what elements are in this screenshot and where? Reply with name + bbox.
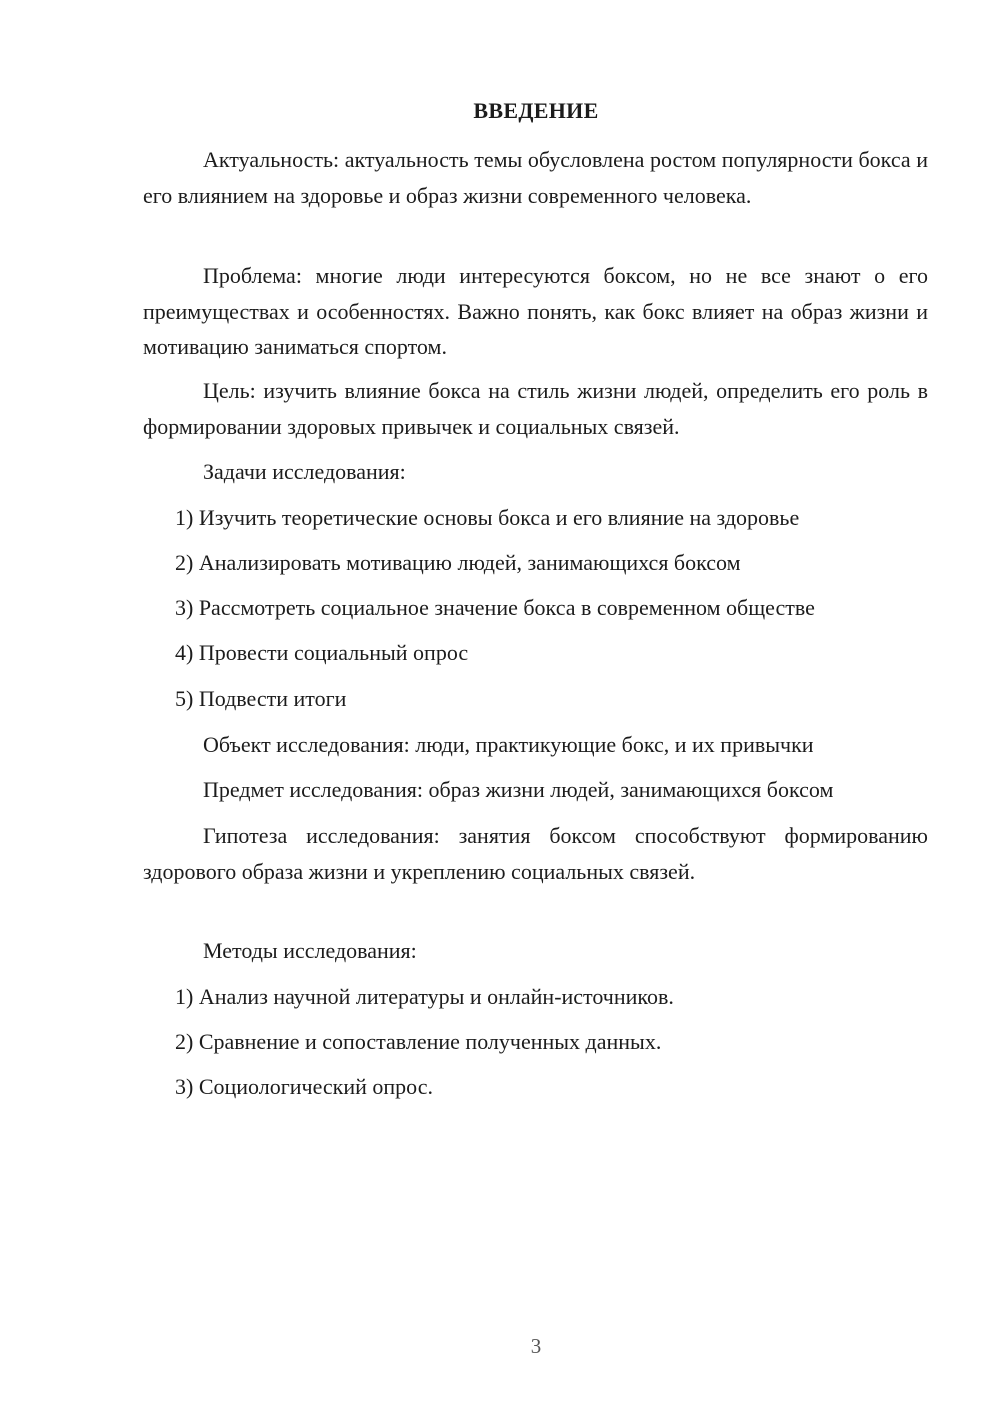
- problem-paragraph: Проблема: многие люди интересуются боксом, но не все знают о его преимуществах и особенностях. Важно понять, как бокс влияет на образ жизни и мотивацию заниматься спортом.: [143, 263, 928, 359]
- relevance-paragraph: Актуальность: актуальность темы обусловлена ростом популярности бокса и его влиянием на здоровье и образ жизни современного человека.: [143, 147, 928, 208]
- method-item: 2) Сравнение и сопоставление полученных данных.: [175, 1029, 662, 1054]
- task-item: 3) Рассмотреть социальное значение бокса в современном обществе: [175, 595, 815, 620]
- subject-line: Предмет исследования: образ жизни людей, занимающихся боксом: [203, 777, 834, 802]
- task-item: 2) Анализировать мотивацию людей, занимающихся боксом: [175, 550, 741, 575]
- method-item: 3) Социологический опрос.: [175, 1074, 433, 1099]
- goal-paragraph: Цель: изучить влияние бокса на стиль жизни людей, определить его роль в формировании здоровых привычек и социальных связей.: [143, 378, 928, 439]
- section-heading: ВВЕДЕНИЕ: [473, 98, 599, 123]
- page-number: 3: [530, 1334, 542, 1358]
- hypothesis-paragraph: Гипотеза исследования: занятия боксом способствуют формированию здорового образа жизни и укреплению социальных связей.: [143, 823, 928, 884]
- task-item: 1) Изучить теоретические основы бокса и его влияние на здоровье: [175, 505, 800, 530]
- tasks-heading: Задачи исследования:: [203, 459, 406, 484]
- task-item: 5) Подвести итоги: [175, 686, 347, 711]
- method-item: 1) Анализ научной литературы и онлайн-источников.: [175, 984, 674, 1009]
- task-item: 4) Провести социальный опрос: [175, 640, 469, 665]
- object-line: Объект исследования: люди, практикующие бокс, и их привычки: [203, 732, 814, 757]
- methods-heading: Методы исследования:: [203, 938, 417, 963]
